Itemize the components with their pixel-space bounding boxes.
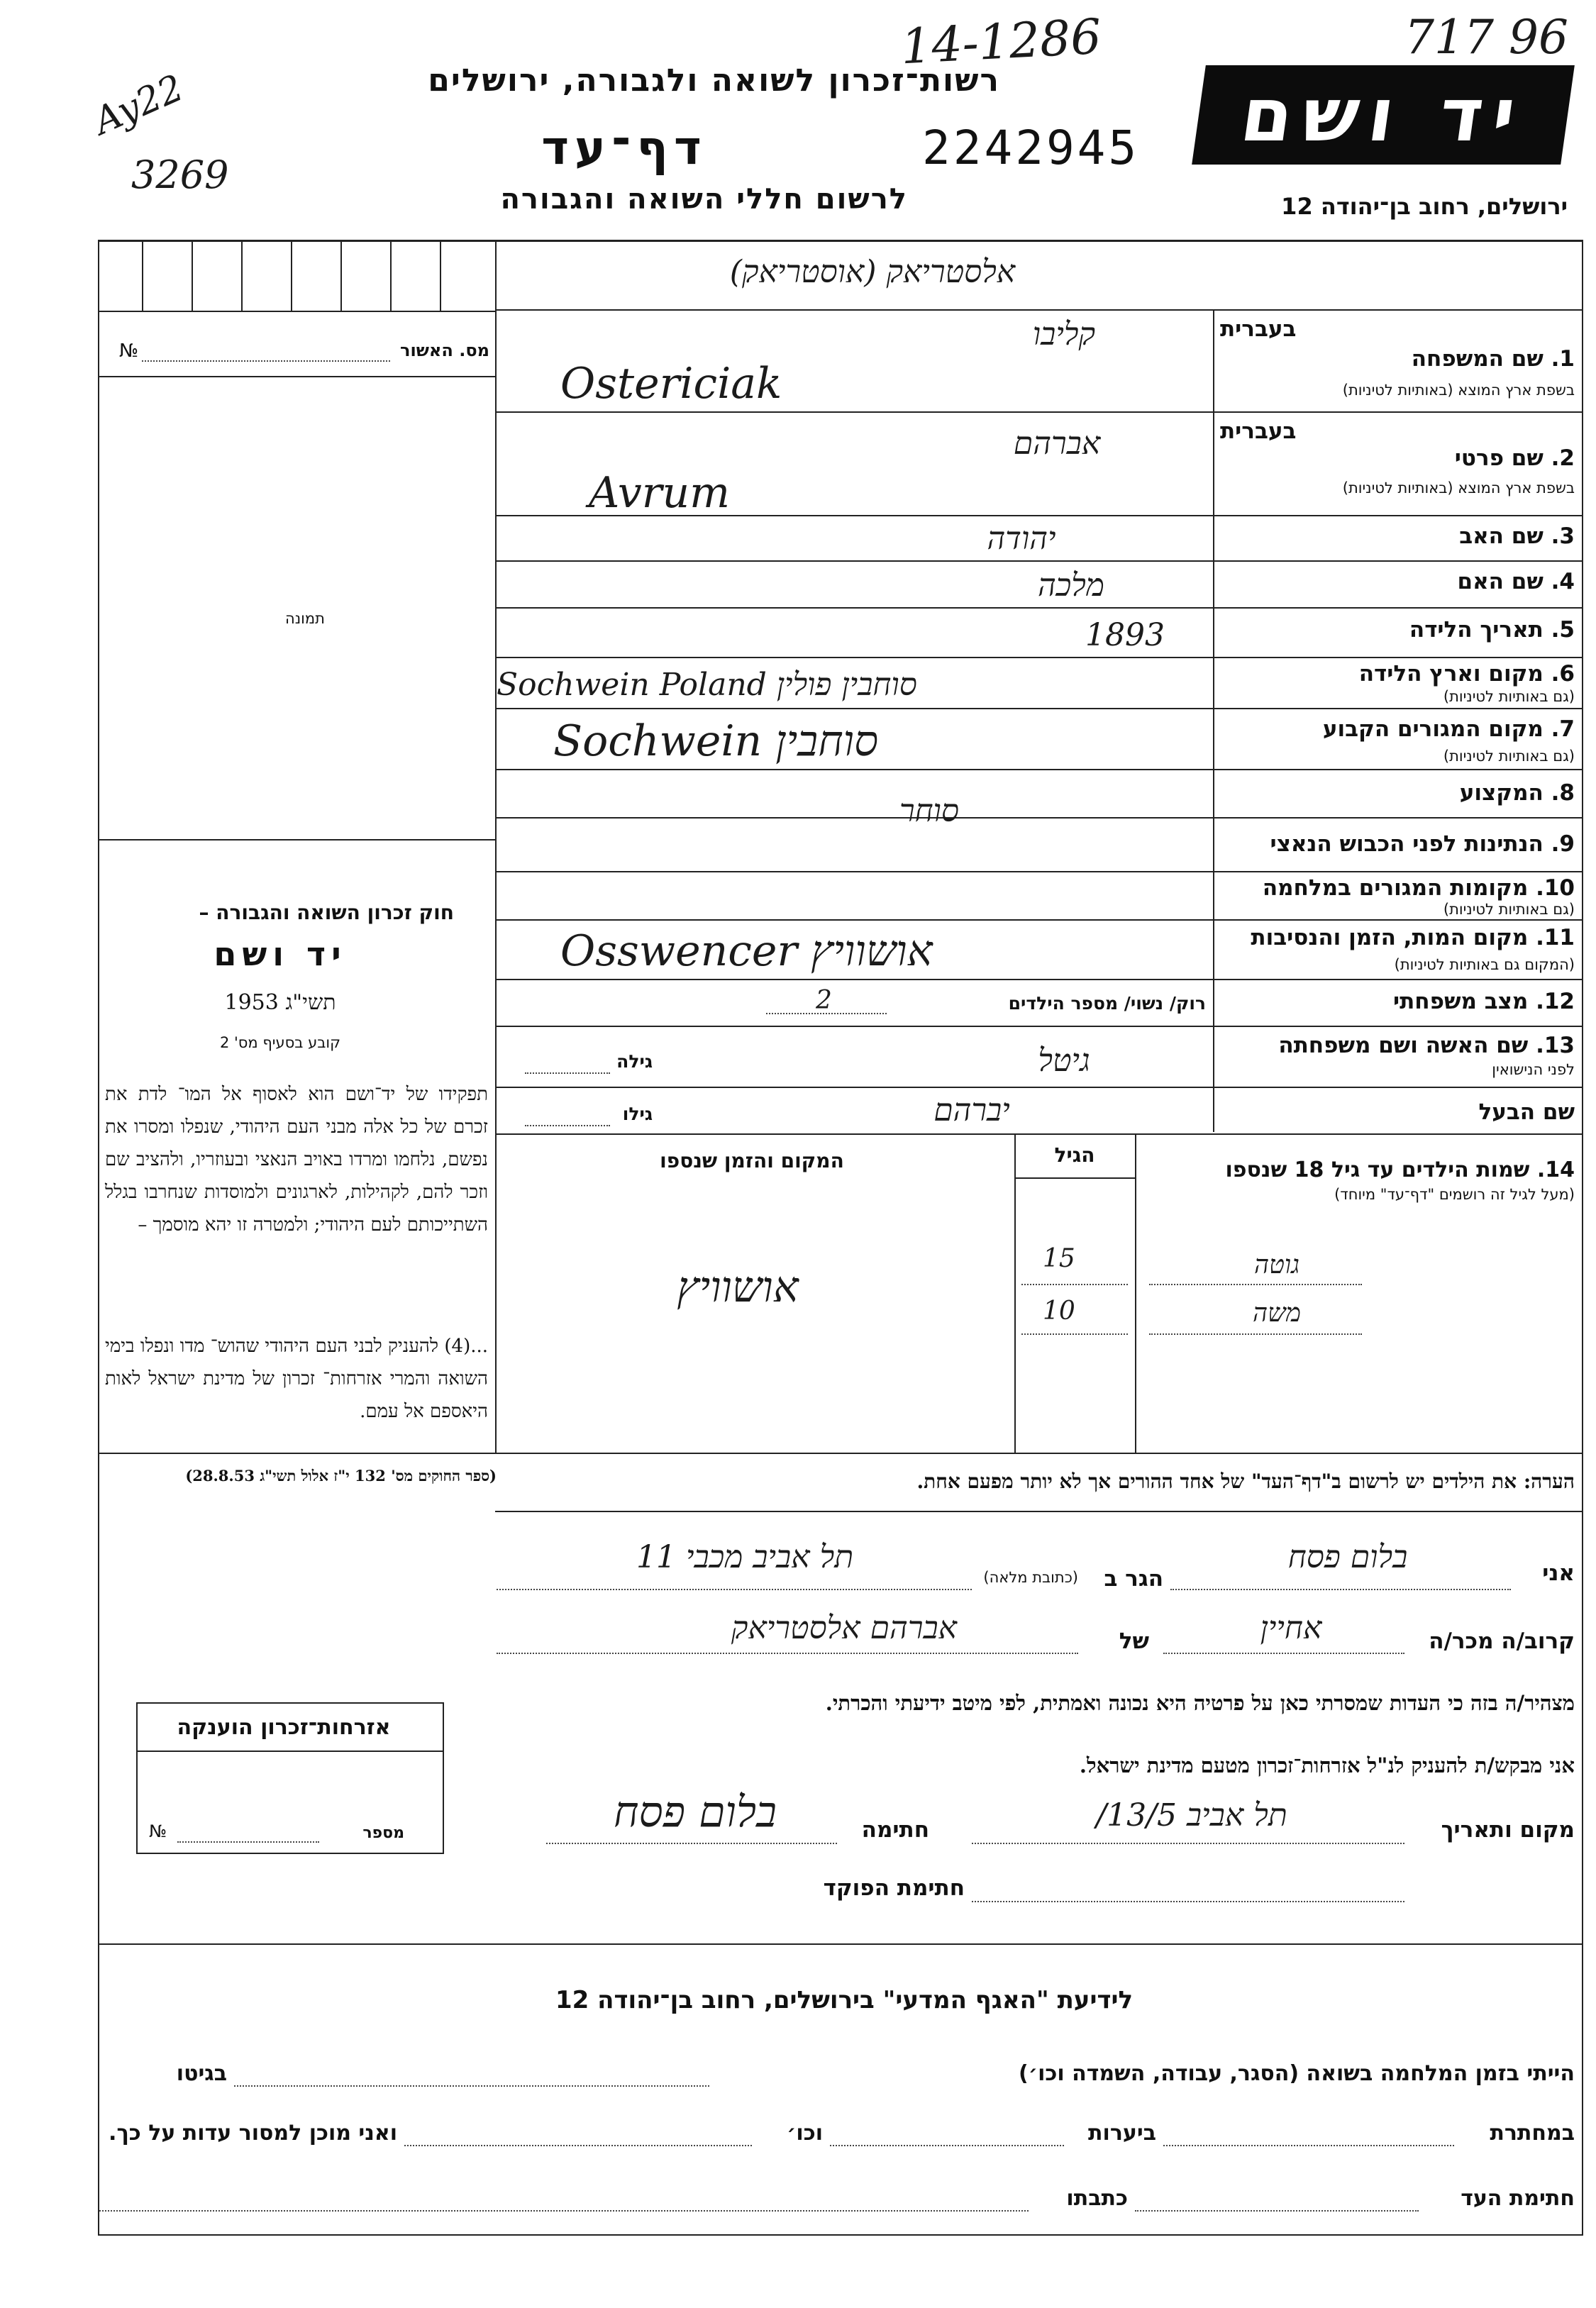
declaration-statement: מצהיר/ה בזה כי העדות שמסרתי כאן על פרטיה היא נכונה ואמתית, לפי מיטב ידיעתי והכרתי. (825, 1691, 1575, 1715)
children-place-value[interactable]: אושוויץ (677, 1263, 799, 1312)
wife-age-field[interactable] (525, 1072, 610, 1074)
field-sub-death: (המקום גם באותיות לטיניות) (1394, 956, 1575, 973)
field-label-first-name: 2. שם פרטי (1454, 445, 1575, 471)
surname-latin-value[interactable]: Ostericiak (560, 359, 782, 409)
child-age-1[interactable]: 15 (1043, 1244, 1075, 1273)
field-sub-wartime-residence: (גם באותיות לטיניות) (1443, 901, 1575, 918)
corner-number-handwritten: 717 96 (1404, 10, 1568, 65)
field-label-profession: 8. המקצוע (1459, 780, 1575, 806)
residence-value[interactable]: Sochwein סוחבין (553, 716, 879, 766)
strip-bottom (98, 311, 495, 312)
approval-number-prefix: № (119, 340, 139, 362)
declarant-label: אני (1542, 1560, 1575, 1586)
footer-line2-end: ואני מוכן למסור עדות על כך. (109, 2121, 397, 2146)
birth-place-value[interactable]: Sochwein Poland סוחבין פולין (497, 667, 917, 703)
frame-bottom (98, 2234, 1583, 2236)
field-label-surname: 1. שם המשפחה (1411, 346, 1575, 372)
column-separator (495, 240, 497, 1453)
citizenship-box-number-prefix: № (149, 1821, 167, 1841)
wife-age-label: גילה (616, 1051, 653, 1072)
field-sub-children: (מעל לגיל זה רושמים "דף־עד" מיוחד) (1334, 1186, 1575, 1203)
field-label-father: 3. שם האב (1459, 523, 1575, 549)
form-title: דף־עד (541, 121, 707, 175)
org-line: רשות־זכרון לשואה ולגבורה, ירושלים (428, 62, 1000, 99)
footer-separator (98, 1943, 1583, 1945)
resides-value[interactable]: תל אביב מכבי 11 (636, 1539, 854, 1575)
husband-age-label: גילו (622, 1104, 653, 1124)
footer-line1: הייתי בזמן המלחמה בשואה (הסגר, עבודה, השמדה וכו׳) (1019, 2061, 1575, 2086)
father-name-value[interactable]: יהודה (987, 521, 1056, 557)
officer-signature-label: חתימת הפוקד (823, 1875, 965, 1901)
law-text-citizenship: ...(4) להעניק לבני העם היהודי שהוש־ מדו ונפלו בימי השואה והמרי אזרחות־ זכרון של מדינת ישראל לאות היאספם אל עמם. (105, 1336, 488, 1422)
children-count-value[interactable]: 2 (816, 986, 832, 1015)
footer-line1-end: בגיטו (176, 2061, 227, 2086)
field-label-wartime-residence: 10. מקומות המגורים במלחמה (1262, 875, 1575, 901)
witness-address-field[interactable] (99, 2210, 1029, 2212)
field-sub-first-name: בשפת ארץ המוצא (באותיות לטיניות) (1342, 479, 1575, 496)
signature-value[interactable]: בלום פסח (614, 1787, 777, 1837)
resides-hint: (כתובת מלאה) (983, 1569, 1078, 1586)
field-label-husband: שם הבעל (1478, 1099, 1575, 1125)
field-label-mother: 4. שם האם (1457, 569, 1575, 594)
marital-options: רוק/ נשוי/ מספר הילדים (1008, 993, 1206, 1014)
death-place-value[interactable]: Osswencer אושוויץ (560, 926, 933, 976)
field-label-birth-date: 5. תאריך הלידה (1409, 617, 1575, 643)
of-value[interactable]: אברהם אלסטריאק (731, 1610, 958, 1646)
citizenship-box-number-label: מספר (362, 1824, 404, 1842)
field-sub-residence: (גם באותיות לטיניות) (1443, 748, 1575, 765)
footer-underground: במחתרת (1490, 2121, 1575, 2146)
frame-left (98, 240, 99, 1949)
citizenship-box-title: אזרחות־זכרון הוענקה (177, 1715, 391, 1740)
resides-label: הגר ב (1104, 1566, 1163, 1592)
relative-value[interactable]: אחיין (1260, 1610, 1322, 1646)
field-label-birth-place: 6. מקום וארץ הלידה (1358, 661, 1575, 687)
header-address: ירושלים, רחוב בן־יהודה 12 (1281, 193, 1568, 220)
margin-note-handwritten: Ay22 (87, 66, 190, 144)
footer-title: לידיעת "האגף המדעי" בירושלים, רחוב בן־יהודה 12 (555, 1986, 1134, 2014)
field-sub-wife: לפני הנישואין (1492, 1061, 1575, 1078)
hebrew-label-2: בעברית (1220, 418, 1297, 444)
signature-label: חתימה (861, 1817, 929, 1843)
footer-etc: וכו׳ (787, 2121, 823, 2146)
frame-right (1582, 240, 1583, 1949)
children-place-header: המקום והזמן שנספו (660, 1149, 844, 1172)
profession-value[interactable]: סוחר (899, 793, 959, 829)
witness-address-label: כתבתו (1066, 2186, 1128, 2211)
field-label-nationality: 9. הנתינות לפני הכבוש הנאצי (1270, 831, 1575, 857)
declarant-name-value[interactable]: בלום פסח (1287, 1539, 1408, 1575)
field-sub-birth-place: (גם באותיות לטיניות) (1443, 688, 1575, 705)
margin-number-handwritten: 3269 (131, 152, 229, 197)
footer-forests: ביערות (1088, 2121, 1156, 2146)
first-name-hebrew-value[interactable]: אברהם (1013, 426, 1101, 462)
surname-hebrew-top[interactable]: אלסטריאק (אוסטריאק) (729, 254, 1016, 290)
form-subtitle: לרשום חללי השואה והגבורה (500, 183, 908, 216)
witness-signature-label: חתימת העד (1461, 2186, 1575, 2211)
place-date-label: מקום ותאריך (1441, 1817, 1575, 1843)
child-name-1[interactable]: גוטה (1254, 1250, 1299, 1280)
mother-name-value[interactable]: מלכה (1038, 567, 1104, 604)
children-age-header: הגיל (1054, 1143, 1095, 1167)
field-label-children: 14. שמות הילדים עד גיל 18 שנספו (1225, 1158, 1575, 1182)
field-label-marital: 12. מצב משפחתי (1392, 989, 1575, 1014)
law-citation: (ספר החוקים מס' 132 י"ז אלול תשי"ג 28.8.53) (185, 1467, 497, 1485)
husband-name-value[interactable]: יברהם (933, 1092, 1010, 1128)
law-year: תשי"ג 1953 (224, 990, 336, 1015)
of-label: של (1119, 1629, 1149, 1654)
citizenship-box-number-field[interactable] (177, 1841, 319, 1843)
field-label-wife: 13. שם האשה ושם משפחתה (1278, 1033, 1575, 1058)
field-label-death: 11. מקום המות, הזמן והנסיבות (1251, 925, 1575, 950)
photo-label: תמונה (285, 610, 325, 627)
child-name-2[interactable]: משה (1253, 1299, 1301, 1328)
field-sub-surname: בשפת ארץ המוצא (באותיות לטיניות) (1342, 382, 1575, 399)
label-separator (1213, 309, 1214, 1132)
hebrew-label-1: בעברית (1220, 316, 1297, 342)
place-date-value[interactable]: תל אביב 13/5/ (1096, 1797, 1287, 1833)
witness-signature-field[interactable] (1135, 2210, 1419, 2212)
frame-top (98, 240, 1583, 242)
law-brand: יד ושם (214, 935, 347, 973)
surname-hebrew-value[interactable]: קליבו (1032, 316, 1096, 353)
approval-number-field[interactable] (142, 360, 390, 362)
relative-label: קרוב/ה מכר/ה (1429, 1629, 1575, 1654)
first-name-latin-value[interactable]: Avrum (589, 468, 731, 518)
approval-number-label: מס. האשור (400, 340, 489, 360)
form-number: 2242945 (922, 121, 1140, 175)
law-section: קובע בסעיף מס' 2 (219, 1034, 340, 1051)
child-age-2[interactable]: 10 (1043, 1297, 1075, 1326)
yad-vashem-logo: יד ושם (1192, 65, 1575, 165)
law-title: חוק זכרון השואה והגבורה – (199, 901, 454, 924)
birth-date-value[interactable]: 1893 (1085, 617, 1165, 653)
citizenship-request: אני מבקש/ת להעניק לנ"ל אזרחות־זכרון מטעם מדינת ישראל. (1079, 1753, 1575, 1777)
wife-name-value[interactable]: גיטל (1038, 1043, 1090, 1079)
children-note: הערה: את הילדים יש לרשום ב"דף־העד" של אחד ההורים אך לא יותר מפעם אחת. (916, 1470, 1575, 1493)
husband-age-field[interactable] (525, 1125, 610, 1126)
field-label-residence: 7. מקום המגורים הקבוע (1322, 716, 1575, 742)
law-text-purpose: תפקידו של יד־ושם הוא לאסוף אל המו־ לדת את זכרם של כל אלה מבני העם היהודי, שנפלו ומסרו את נפשם, נלחמו ומרדו באויב הנאצי ובעוזריו, ולהציב שם וזכר להם, לקהילות, לארגונים ולמוסדות שנחרבו בגלל השתייכותם לעם היהודי; ולמטרה זו יהא מוסמך – (105, 1084, 488, 1236)
file-number-handwritten: 14-1286 (899, 9, 1103, 76)
